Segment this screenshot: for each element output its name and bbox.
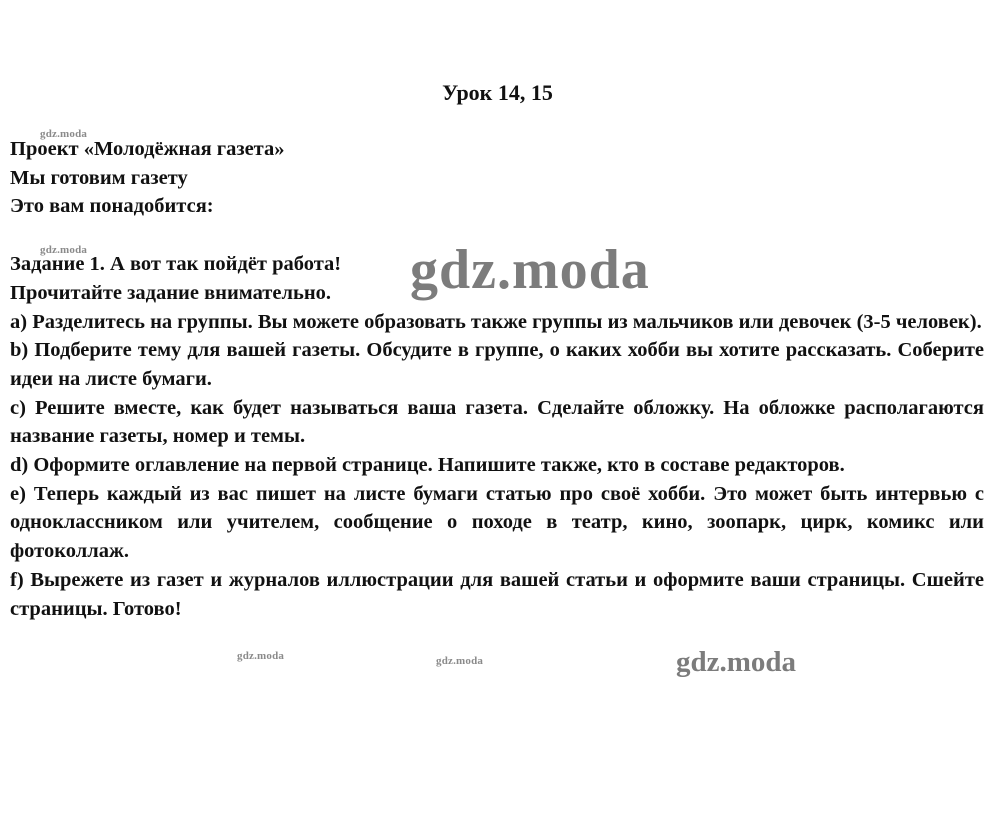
watermark-small: gdz.moda bbox=[436, 655, 484, 667]
watermark-medium: gdz.moda bbox=[676, 646, 797, 678]
task-item-b: b) Подберите тему для вашей газеты. Обсудите в группе, о каких хобби вы хотите рассказать. Соберите идеи на листе бумаги. bbox=[10, 339, 984, 390]
watermark-small: gdz.moda bbox=[40, 128, 88, 140]
document-body bbox=[10, 135, 984, 623]
lesson-title: Урок 14, 15 bbox=[442, 80, 553, 105]
project-title: Проект «Молодёжная газета» bbox=[10, 138, 285, 160]
task-heading: Задание 1. А вот так пойдёт работа! bbox=[10, 253, 342, 276]
materials-heading: Это вам понадобится: bbox=[10, 195, 214, 218]
task-item-a: a) Разделитесь на группы. Вы можете образовать также группы из мальчиков или девочек (3-5 человек). bbox=[10, 310, 982, 333]
task-instruction: Прочитайте задание внимательно. bbox=[10, 281, 332, 304]
task-item-c: c) Решите вместе, как будет называться ваша газета. Сделайте обложку. На обложке располагаются название газеты, номер и темы. bbox=[10, 396, 984, 448]
task-item-d: d) Оформите оглавление на первой странице. Напишите также, кто в составе редакторов. bbox=[10, 454, 845, 477]
task-item-e: e) Теперь каждый из вас пишет на листе бумаги статью про своё хобби. Это может быть интервью с одноклассником или учителем, сообщение о походе в театр, кино, зоопарк, цирк, комикс или фотоколлаж. bbox=[10, 482, 984, 563]
watermark-small: gdz.moda bbox=[237, 650, 285, 662]
watermark-large: gdz.moda bbox=[410, 239, 650, 301]
watermark-small: gdz.moda bbox=[40, 244, 88, 256]
project-subtitle: Мы готовим газету bbox=[10, 166, 188, 189]
task-item-f: f) Вырежете из газет и журналов иллюстрации для вашей статьи и оформите ваши страницы. Сшейте страницы. Готово! bbox=[10, 568, 984, 620]
